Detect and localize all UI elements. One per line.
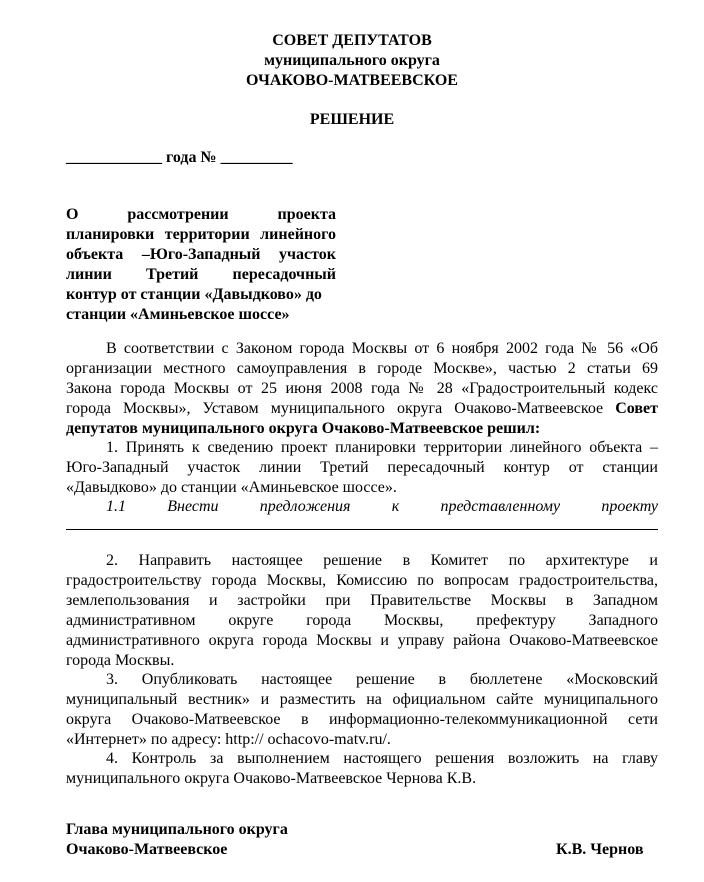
item-2-line: землепользования и застройки при Правительстве Москвы в Западном — [66, 592, 658, 609]
item-4-line: 4. Контроль за выполнением настоящего решения возложить на главу — [106, 750, 658, 767]
subject-line: станции «Аминьевское шоссе» — [66, 306, 290, 323]
preamble-line-text: города Москвы», Уставом муниципального округа Очаково-Матвеевское — [66, 400, 604, 417]
item-3-line: «Интернет» по адресу: http:// ochacovo-matv.ru/. — [66, 731, 391, 748]
item-1-line: Юго-Западный участок линии Третий пересадочный контур от станции — [66, 459, 658, 476]
preamble-line: организации местного самоуправления в городе Москве», частью 2 статьи 69 — [66, 360, 658, 377]
item-1-1-line: 1.1 Внести предложения к представленному проекту — [106, 498, 658, 515]
signatory-name: К.В. Чернов — [556, 841, 644, 858]
subject-line: О рассмотрении проекта — [66, 206, 336, 223]
council-title: СОВЕТ ДЕПУТАТОВ — [272, 32, 432, 49]
preamble-decided: депутатов муниципального округа Очаково-Матвеевское решил: — [66, 420, 541, 437]
decision-subject — [66, 205, 336, 325]
council-district-line: муниципального округа — [264, 52, 440, 69]
item-3-line: муниципальный вестник» и разместить на официальном сайте муниципального — [66, 691, 658, 708]
item-1-line: 1. Принять к сведению проект планировки территории линейного объекта – — [106, 439, 658, 456]
item-3-line: 3. Опубликовать настоящее решение в бюллетене «Московский — [106, 671, 658, 688]
fill-in-underline — [66, 529, 658, 530]
preamble-line: В соответствии с Законом города Москвы от 6 ноября 2002 года № 56 «Об — [106, 340, 658, 357]
subject-line: контур от станции «Давыдково» до — [66, 286, 322, 303]
signature-title-line: Очаково-Матвеевское — [66, 841, 228, 858]
date-number-line: ____________ года № _________ — [66, 149, 293, 166]
item-3-line: округа Очаково-Матвеевское в информационно-телекоммуникационной сети — [66, 711, 658, 728]
item-2-line: административном округе города Москвы, префектуру Западного — [66, 612, 658, 629]
item-1-line: «Давыдково» до станции «Аминьевское шоссе». — [66, 479, 397, 496]
subject-line: линии Третий пересадочный — [66, 266, 336, 283]
subject-line: объекта –Юго-Западный участок — [66, 246, 336, 263]
document-type: РЕШЕНИЕ — [309, 111, 395, 128]
council-district-name: ОЧАКОВО-МАТВЕЕВСКОЕ — [246, 72, 458, 89]
item-2-line: города Москвы. — [66, 652, 175, 669]
item-4-line: муниципального округа Очаково-Матвеевское Чернова К.В. — [66, 770, 477, 787]
item-2-line: административного округа города Москвы и управу района Очаково-Матвеевское — [66, 632, 658, 649]
item-2-line: градостроительству города Москвы, Комиссию по вопросам градостроительства, — [66, 572, 658, 589]
preamble-line: Закона города Москвы от 25 июня 2008 года № 28 «Градостроительный кодекс — [66, 380, 658, 397]
subject-line: планировки территории линейного — [66, 226, 336, 243]
item-2-line: 2. Направить настоящее решение в Комитет по архитектуре и — [106, 552, 658, 569]
preamble-bold-tail: Совет — [615, 400, 659, 417]
signature-title-line: Глава муниципального округа — [66, 821, 288, 838]
preamble-line — [66, 399, 658, 419]
